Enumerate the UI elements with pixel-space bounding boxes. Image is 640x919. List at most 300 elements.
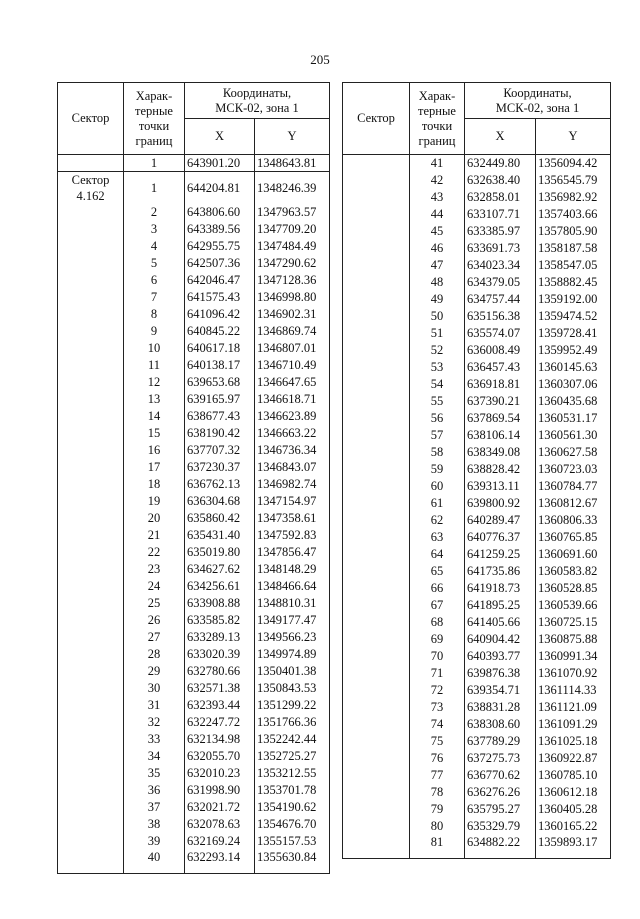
table-cell-y: 1351299.22 [255, 697, 330, 714]
table-cell-point: 9 [124, 323, 185, 340]
table-cell-y: 1360725.15 [536, 614, 611, 631]
table-row [343, 206, 611, 223]
table-cell-point: 19 [124, 493, 185, 510]
table-cell-y: 1360435.68 [536, 393, 611, 410]
table-row [58, 357, 330, 374]
table-cell-x: 642955.75 [185, 238, 255, 255]
table-row [58, 629, 330, 646]
table-row [58, 255, 330, 272]
table-cell-x: 638106.14 [465, 427, 536, 444]
table-row [58, 816, 330, 833]
table-cell-x: 640393.77 [465, 648, 536, 665]
table-cell-sector [58, 765, 124, 782]
table-cell-y: 1358882.45 [536, 274, 611, 291]
table-cell-y: 1346663.22 [255, 425, 330, 442]
table-cell-sector [343, 206, 410, 223]
table-row [343, 189, 611, 206]
table-cell-point: 27 [124, 629, 185, 646]
table-cell-x: 633585.82 [185, 612, 255, 629]
table-cell-x: 632134.98 [185, 731, 255, 748]
table-cell-x: 638190.42 [185, 425, 255, 442]
table-row [58, 442, 330, 459]
table-cell-y: 1352725.27 [255, 748, 330, 765]
table-cell-y: 1354676.70 [255, 816, 330, 833]
table-cell-sector [58, 459, 124, 476]
table-cell-y: 1359474.52 [536, 308, 611, 325]
table-cell-y: 1349177.47 [255, 612, 330, 629]
table-cell-sector [58, 561, 124, 578]
table-row [343, 818, 611, 835]
table-row [343, 240, 611, 257]
table-cell-y: 1354190.62 [255, 799, 330, 816]
table-row [58, 748, 330, 765]
table-row [58, 510, 330, 527]
table-cell-y: 1355630.84 [255, 850, 330, 874]
table-cell-point: 1 [124, 172, 185, 205]
table-cell-point: 16 [124, 442, 185, 459]
table-cell-x: 634256.61 [185, 578, 255, 595]
table-cell-point: 25 [124, 595, 185, 612]
header-sector: Сектор [343, 83, 410, 155]
table-row [343, 478, 611, 495]
table-cell-sector [343, 410, 410, 427]
table-row [343, 835, 611, 859]
table-cell-y: 1358187.58 [536, 240, 611, 257]
table-cell-sector [343, 784, 410, 801]
table-cell-y: 1360806.33 [536, 512, 611, 529]
header-char-line-2: терные [135, 103, 173, 118]
table-cell-sector [343, 580, 410, 597]
table-cell-point: 55 [410, 393, 465, 410]
table-cell-y: 1361091.29 [536, 716, 611, 733]
table-cell-sector [343, 376, 410, 393]
table-cell-point: 54 [410, 376, 465, 393]
table-row [343, 512, 611, 529]
table-cell-x: 636770.62 [465, 767, 536, 784]
table-row [343, 325, 611, 342]
table-cell-x: 640776.37 [465, 529, 536, 546]
coordinates-table-right [342, 82, 611, 859]
table-cell-x: 636457.43 [465, 359, 536, 376]
table-cell-x: 635574.07 [465, 325, 536, 342]
table-cell-point: 29 [124, 663, 185, 680]
table-row [58, 765, 330, 782]
table-cell-y: 1360145.63 [536, 359, 611, 376]
table-cell-y: 1358547.05 [536, 257, 611, 274]
table-cell-sector [343, 444, 410, 461]
table-cell-x: 636304.68 [185, 493, 255, 510]
table-row [58, 374, 330, 391]
table-cell-x: 634023.34 [465, 257, 536, 274]
table-cell-y: 1353701.78 [255, 782, 330, 799]
table-cell-sector [343, 393, 410, 410]
table-cell-y: 1360531.17 [536, 410, 611, 427]
table-cell-point: 79 [410, 801, 465, 818]
table-cell-point: 3 [124, 221, 185, 238]
table-row [343, 308, 611, 325]
table-cell-point: 12 [124, 374, 185, 391]
table-cell-point: 50 [410, 308, 465, 325]
table-cell-y: 1360991.34 [536, 648, 611, 665]
table-cell-y: 1360922.87 [536, 750, 611, 767]
table-cell-x: 639800.92 [465, 495, 536, 512]
table-cell-point: 64 [410, 546, 465, 563]
table-cell-y: 1346998.80 [255, 289, 330, 306]
table-cell-sector [343, 240, 410, 257]
table-cell-y: 1350401.38 [255, 663, 330, 680]
table-cell-sector [58, 510, 124, 527]
table-cell-y: 1360812.67 [536, 495, 611, 512]
table-row [343, 733, 611, 750]
table-cell-sector [343, 172, 410, 189]
table-cell-y: 1356094.42 [536, 155, 611, 173]
table-cell-sector [58, 442, 124, 459]
table-cell-y: 1360583.82 [536, 563, 611, 580]
table-cell-y: 1349974.89 [255, 646, 330, 663]
table-cell-point: 76 [410, 750, 465, 767]
table-cell-point: 39 [124, 833, 185, 850]
table-cell-sector [343, 546, 410, 563]
table-cell-point: 1 [124, 155, 185, 172]
table-cell-y: 1359192.00 [536, 291, 611, 308]
table-cell-point: 7 [124, 289, 185, 306]
table-cell-y: 1346618.71 [255, 391, 330, 408]
table-row [343, 750, 611, 767]
table-cell-sector [343, 631, 410, 648]
table-cell-y: 1360785.10 [536, 767, 611, 784]
table-cell-x: 641096.42 [185, 306, 255, 323]
table-cell-point: 73 [410, 699, 465, 716]
table-cell-x: 633107.71 [465, 206, 536, 223]
table-cell-x: 639653.68 [185, 374, 255, 391]
header-characteristic-points [124, 83, 185, 155]
table-cell-point: 30 [124, 680, 185, 697]
table-cell-x: 632247.72 [185, 714, 255, 731]
table-cell-point: 56 [410, 410, 465, 427]
table-cell-y: 1356982.92 [536, 189, 611, 206]
table-cell-sector [343, 495, 410, 512]
table-cell-point: 65 [410, 563, 465, 580]
table-cell-y: 1360307.06 [536, 376, 611, 393]
table-cell-point: 72 [410, 682, 465, 699]
table-cell-sector [343, 648, 410, 665]
table-cell-point: 4 [124, 238, 185, 255]
table-cell-y: 1359728.41 [536, 325, 611, 342]
table-cell-point: 45 [410, 223, 465, 240]
table-cell-point: 40 [124, 850, 185, 874]
table-cell-point: 71 [410, 665, 465, 682]
table-cell-sector [343, 308, 410, 325]
table-cell-point: 48 [410, 274, 465, 291]
table-cell-sector [343, 427, 410, 444]
table-row [343, 597, 611, 614]
table-row [343, 274, 611, 291]
table-cell-point: 62 [410, 512, 465, 529]
table-cell-x: 635156.38 [465, 308, 536, 325]
table-cell-point: 13 [124, 391, 185, 408]
table-cell-x: 637230.37 [185, 459, 255, 476]
table-cell-x: 634757.44 [465, 291, 536, 308]
table-row [58, 204, 330, 221]
table-cell-point: 2 [124, 204, 185, 221]
table-cell-point: 23 [124, 561, 185, 578]
table-cell-sector [343, 767, 410, 784]
table-cell-x: 631998.90 [185, 782, 255, 799]
table-cell-x: 632010.23 [185, 765, 255, 782]
table-row [343, 461, 611, 478]
table-cell-y: 1360627.58 [536, 444, 611, 461]
table-cell-y: 1347154.97 [255, 493, 330, 510]
header-coords-line-1: Координаты, [222, 85, 292, 100]
table-cell-sector [343, 512, 410, 529]
table-cell-point: 33 [124, 731, 185, 748]
table-cell-y: 1347709.20 [255, 221, 330, 238]
table-cell-y: 1361070.92 [536, 665, 611, 682]
table-cell-sector [58, 425, 124, 442]
table-row [343, 546, 611, 563]
table-cell-sector [58, 782, 124, 799]
table-cell-point: 44 [410, 206, 465, 223]
table-cell-x: 643806.60 [185, 204, 255, 221]
table-cell-y: 1350843.53 [255, 680, 330, 697]
table-row [58, 731, 330, 748]
table-cell-point: 22 [124, 544, 185, 561]
table-row [343, 257, 611, 274]
table-cell-x: 641575.43 [185, 289, 255, 306]
table-row [58, 561, 330, 578]
table-cell-sector [58, 272, 124, 289]
table-cell-sector [58, 323, 124, 340]
table-cell-sector [58, 680, 124, 697]
table-cell-sector [343, 614, 410, 631]
table-cell-x: 640138.17 [185, 357, 255, 374]
table-cell-x: 632293.14 [185, 850, 255, 874]
table-cell-x: 632638.40 [465, 172, 536, 189]
table-cell-x: 638828.42 [465, 461, 536, 478]
table-cell-y: 1348643.81 [255, 155, 330, 172]
header-char-line-4: границ [135, 133, 173, 148]
table-cell-x: 633691.73 [465, 240, 536, 257]
table-cell-sector [58, 714, 124, 731]
header-x: X [185, 119, 255, 155]
table-row [343, 359, 611, 376]
table-cell-y: 1346710.49 [255, 357, 330, 374]
table-row [343, 682, 611, 699]
table-cell-point: 74 [410, 716, 465, 733]
table-cell-sector [58, 816, 124, 833]
table-cell-y: 1346869.74 [255, 323, 330, 340]
table-cell-y: 1360723.03 [536, 461, 611, 478]
table-row [58, 646, 330, 663]
table-cell-sector [58, 731, 124, 748]
table-cell-point: 10 [124, 340, 185, 357]
table-cell-point: 35 [124, 765, 185, 782]
table-cell-point: 81 [410, 835, 465, 859]
table-cell-x: 632858.01 [465, 189, 536, 206]
table-cell-x: 641405.66 [465, 614, 536, 631]
table-cell-point: 14 [124, 408, 185, 425]
header-coords-line-2: МСК-02, зона 1 [215, 100, 299, 115]
table-cell-x: 632169.24 [185, 833, 255, 850]
table-cell-y: 1360165.22 [536, 818, 611, 835]
table-row [58, 289, 330, 306]
table-row [343, 563, 611, 580]
table-cell-y: 1360405.28 [536, 801, 611, 818]
table-cell-y: 1347128.36 [255, 272, 330, 289]
table-cell-x: 635019.80 [185, 544, 255, 561]
table-cell-sector [58, 340, 124, 357]
table-cell-y: 1347484.49 [255, 238, 330, 255]
table-row [343, 529, 611, 546]
table-row [58, 612, 330, 629]
table-cell-sector [58, 155, 124, 172]
table-cell-point: 75 [410, 733, 465, 750]
table-cell-x: 640289.47 [465, 512, 536, 529]
table-cell-x: 632449.80 [465, 155, 536, 173]
table-row [58, 172, 330, 205]
table-cell-point: 69 [410, 631, 465, 648]
table-cell-sector [58, 578, 124, 595]
table-cell-y: 1348810.31 [255, 595, 330, 612]
header-char-line-3: точки [421, 118, 453, 133]
table-cell-point: 18 [124, 476, 185, 493]
table-cell-x: 639876.38 [465, 665, 536, 682]
table-cell-sector [58, 850, 124, 874]
table-cell-x: 637707.32 [185, 442, 255, 459]
table-row [343, 631, 611, 648]
table-cell-x: 641735.86 [465, 563, 536, 580]
table-cell-point: 52 [410, 342, 465, 359]
table-row [58, 408, 330, 425]
table-cell-point: 70 [410, 648, 465, 665]
table-cell-x: 642507.36 [185, 255, 255, 272]
table-cell-x: 641918.73 [465, 580, 536, 597]
table-row [58, 578, 330, 595]
table-cell-x: 632055.70 [185, 748, 255, 765]
table-cell-x: 638831.28 [465, 699, 536, 716]
table-cell-y: 1346736.34 [255, 442, 330, 459]
table-cell-y: 1360561.30 [536, 427, 611, 444]
table-cell-y: 1346843.07 [255, 459, 330, 476]
table-cell-sector [58, 374, 124, 391]
table-cell-y: 1348148.29 [255, 561, 330, 578]
header-coordinates [465, 83, 611, 119]
table-row [343, 155, 611, 173]
table-cell-point: 51 [410, 325, 465, 342]
table-cell-x: 640904.42 [465, 631, 536, 648]
header-char-line-4: границ [418, 133, 456, 148]
table-row [58, 306, 330, 323]
header-sector: Сектор [58, 83, 124, 155]
table-cell-sector [343, 257, 410, 274]
table-row [343, 784, 611, 801]
table-cell-point: 78 [410, 784, 465, 801]
table-row [58, 459, 330, 476]
table-row [343, 393, 611, 410]
table-cell-y: 1351766.36 [255, 714, 330, 731]
table-cell-sector [343, 359, 410, 376]
table-cell-point: 6 [124, 272, 185, 289]
table-cell-y: 1347856.47 [255, 544, 330, 561]
table-cell-point: 21 [124, 527, 185, 544]
page-number: 205 [310, 52, 330, 67]
table-cell-x: 640617.18 [185, 340, 255, 357]
table-cell-x: 632021.72 [185, 799, 255, 816]
table-row [343, 767, 611, 784]
table-cell-sector [58, 204, 124, 221]
table-cell-x: 635860.42 [185, 510, 255, 527]
table-row [58, 680, 330, 697]
table-cell-x: 632780.66 [185, 663, 255, 680]
table-cell-y: 1347358.61 [255, 510, 330, 527]
table-cell-x: 637275.73 [465, 750, 536, 767]
table-cell-sector [58, 357, 124, 374]
header-y: Y [536, 119, 611, 155]
table-cell-sector [58, 663, 124, 680]
table-cell-x: 634627.62 [185, 561, 255, 578]
table-cell-sector [58, 408, 124, 425]
table-row [58, 799, 330, 816]
table-cell-point: 36 [124, 782, 185, 799]
table-row [58, 493, 330, 510]
table-cell-sector [58, 221, 124, 238]
table-cell-sector [58, 493, 124, 510]
table-cell-y: 1346807.01 [255, 340, 330, 357]
table-cell-sector [343, 835, 410, 859]
table-cell-sector [343, 274, 410, 291]
table-row [343, 291, 611, 308]
table-cell-y: 1359893.17 [536, 835, 611, 859]
table-row [343, 342, 611, 359]
table-cell-x: 638308.60 [465, 716, 536, 733]
table-row [343, 580, 611, 597]
table-cell-x: 635431.40 [185, 527, 255, 544]
table-row [58, 238, 330, 255]
table-cell-x: 641895.25 [465, 597, 536, 614]
table-row [58, 595, 330, 612]
header-char-line-2: терные [418, 103, 456, 118]
table-cell-sector [343, 325, 410, 342]
table-cell-point: 60 [410, 478, 465, 495]
table-cell-y: 1360765.85 [536, 529, 611, 546]
table-cell-x: 636762.13 [185, 476, 255, 493]
table-row [58, 833, 330, 850]
table-cell-point: 26 [124, 612, 185, 629]
table-cell-y: 1346647.65 [255, 374, 330, 391]
table-cell-sector [58, 629, 124, 646]
table-cell-y: 1347290.62 [255, 255, 330, 272]
header-y: Y [255, 119, 330, 155]
table-cell-y: 1346902.31 [255, 306, 330, 323]
table-cell-sector [343, 750, 410, 767]
table-cell-x: 640845.22 [185, 323, 255, 340]
table-cell-x: 633289.13 [185, 629, 255, 646]
table-cell-point: 47 [410, 257, 465, 274]
table-cell-y: 1346982.74 [255, 476, 330, 493]
table-cell-sector [343, 665, 410, 682]
table-cell-x: 636918.81 [465, 376, 536, 393]
table-cell-sector [58, 595, 124, 612]
table-row [58, 782, 330, 799]
table-cell-y: 1359952.49 [536, 342, 611, 359]
table-cell-sector [58, 238, 124, 255]
table-cell-x: 638677.43 [185, 408, 255, 425]
table-cell-point: 46 [410, 240, 465, 257]
table-cell-y: 1348466.64 [255, 578, 330, 595]
table-cell-point: 32 [124, 714, 185, 731]
table-row [343, 444, 611, 461]
table-cell-sector [343, 716, 410, 733]
